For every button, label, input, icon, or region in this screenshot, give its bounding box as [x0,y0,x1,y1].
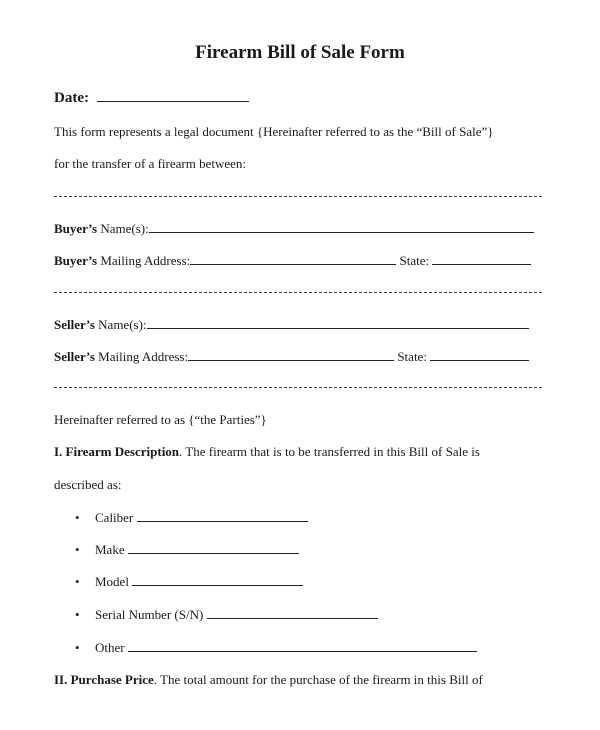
make-field[interactable] [128,542,299,554]
section-1-text-2: described as: [54,477,122,492]
intro-line-2: for the transfer of a firearm between: [54,156,247,171]
serial-number-label: Serial Number (S/N) [95,607,204,622]
section-1-text: . The firearm that is to be transferred in this Bill of Sale is [179,444,480,459]
seller-address-field[interactable] [188,349,394,361]
model-field[interactable] [132,574,303,586]
date-row [54,90,249,107]
bullet-icon: • [75,574,80,589]
serial-number-field[interactable] [207,607,378,619]
buyer-name-label: Name(s): [97,221,149,236]
page-title: Firearm Bill of Sale Form [195,42,405,63]
section-1-heading: I. Firearm Description [54,444,180,459]
bullet-icon: • [75,607,80,622]
other-field[interactable] [128,640,477,652]
section-1-row [54,444,480,460]
seller-name-label: Name(s): [94,317,147,332]
buyer-address-bold: Buyer’s [54,253,98,268]
buyer-address-row [54,253,531,269]
list-item-model [95,574,303,590]
seller-address-label: Mailing Address: [94,349,189,364]
separator [54,387,542,388]
intro-line-1: This form represents a legal document {Hereinafter referred to as the “Bill of Sale”} [54,124,494,139]
seller-name-bold: Seller’s [54,317,95,332]
buyer-address-field[interactable] [190,253,396,265]
buyer-state-field[interactable] [432,253,531,265]
list-item-make [95,542,299,558]
model-label: Model [95,574,129,589]
separator [54,196,542,197]
section-2-text: . The total amount for the purchase of the firearm in this Bill of [153,672,483,687]
list-item-caliber [95,510,308,526]
seller-state-label: State: [394,349,431,364]
other-label: Other [95,640,125,655]
section-2-heading: II. Purchase Price [54,672,154,687]
seller-address-row [54,349,529,365]
buyer-name-row [54,221,534,237]
seller-state-field[interactable] [430,349,529,361]
bullet-icon: • [75,542,80,557]
caliber-field[interactable] [137,510,308,522]
bullet-icon: • [75,640,80,655]
section-2-row [54,672,483,688]
caliber-label: Caliber [95,510,134,525]
bullet-icon: • [75,510,80,525]
make-label: Make [95,542,125,557]
list-item-other [95,640,477,656]
seller-name-field[interactable] [147,317,529,329]
seller-name-row [54,317,529,333]
date-field[interactable] [97,90,249,102]
list-item-serial-number [95,607,378,623]
parties-text: Hereinafter referred to as {“the Parties”} [54,412,267,427]
date-label: Date: [54,90,89,106]
buyer-name-field[interactable] [149,221,534,233]
buyer-name-bold: Buyer’s [54,221,98,236]
separator [54,292,542,293]
seller-address-bold: Seller’s [54,349,95,364]
buyer-state-label: State: [396,253,433,268]
buyer-address-label: Mailing Address: [97,253,191,268]
